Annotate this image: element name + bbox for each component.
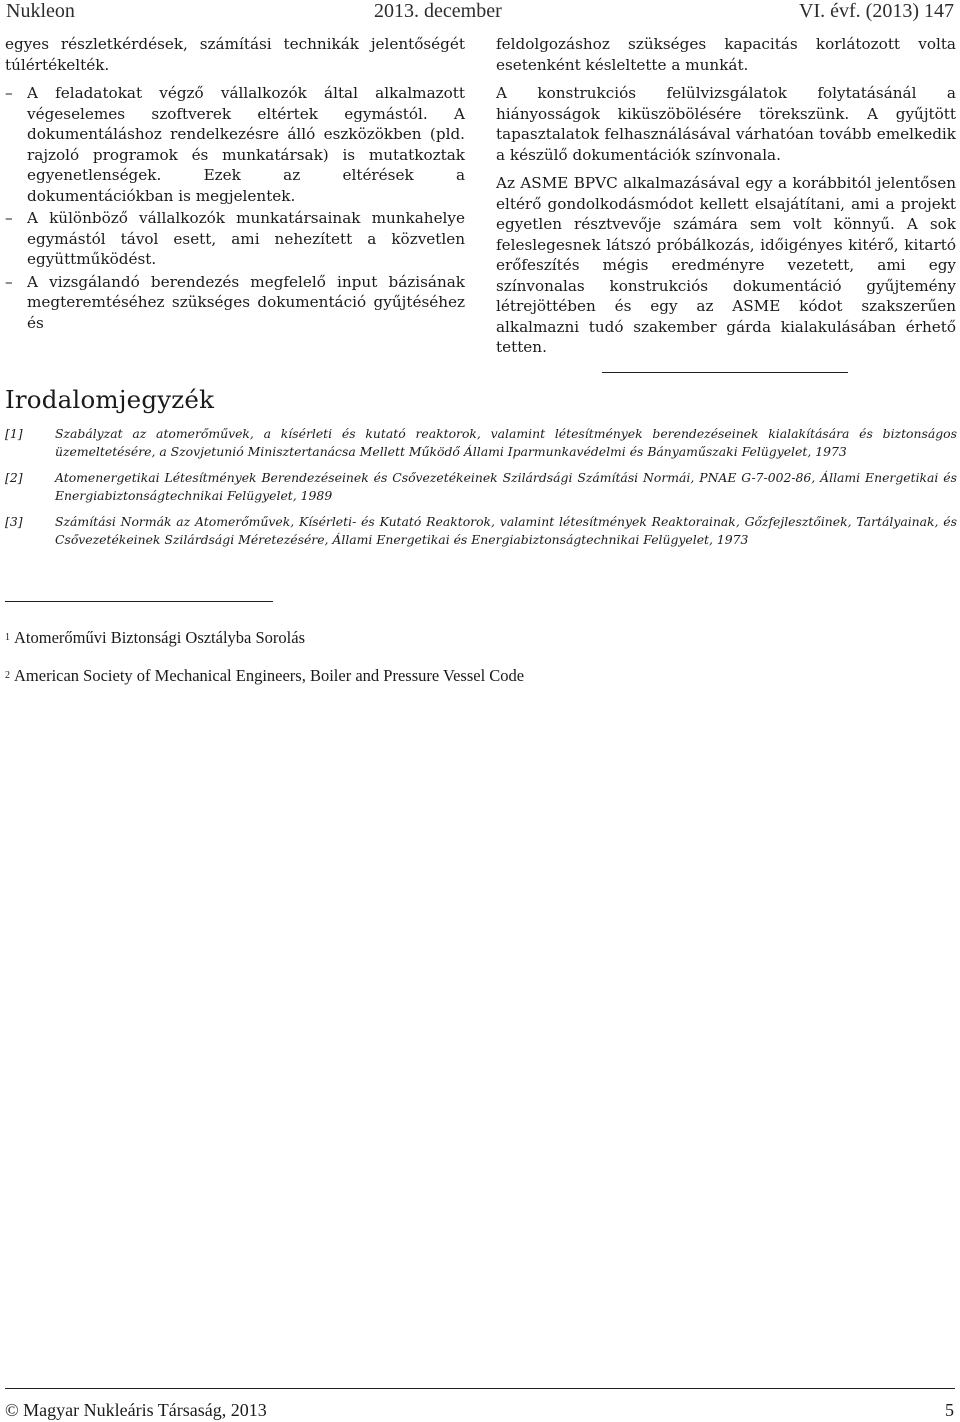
- left-intro-paragraph: egyes részletkérdések, számítási technikák jelentőségét túlértékelték.: [5, 35, 465, 74]
- footnote-separator: [5, 601, 273, 602]
- footnote-text: American Society of Mechanical Engineers, Boiler and Pressure Vessel Code: [14, 666, 525, 685]
- reference-text: Atomenergetikai Létesítmények Berendezéseinek és Csővezetékeinek Szilárdsági Számítási Normái, PNAE G-7-002-86, Állami Energetikai és Energiabiztonságtechnikai Felügyelet, 1989: [55, 470, 957, 503]
- reference-item: [5, 469, 957, 505]
- bullet-item: [5, 83, 465, 206]
- footnote: [5, 666, 524, 686]
- copyright-notice: © Magyar Nukleáris Társaság, 2013: [5, 1400, 267, 1420]
- reference-number: [2]: [5, 470, 23, 485]
- page-header: [0, 0, 960, 24]
- footnote-mark: 2: [5, 670, 10, 681]
- references-heading: Irodalomjegyzék: [5, 385, 215, 414]
- reference-item: [5, 425, 957, 461]
- bullet-dash: –: [5, 272, 13, 291]
- bullet-text: A vizsgálandó berendezés megfelelő input bázisának megteremtéséhez szükséges dokumentáció gyűjtéséhez és: [27, 272, 465, 332]
- bullet-text: A feladatokat végző vállalkozók által alkalmazott végeselemes szoftverek eltértek egymástól. A dokumentáláshoz rendelkezésre álló eszközökben (pld. rajzoló programok és munkatársak) is mutatkoztak egyenetlenségek. Ezek az eltérések a dokumentációkban is megjelentek.: [27, 84, 465, 205]
- reference-number: [1]: [5, 426, 23, 441]
- issue-date: 2013. december: [374, 0, 502, 22]
- reference-number: [3]: [5, 514, 23, 529]
- bullet-text: A különböző vállalkozók munkatársainak munkahelye egymástól távol esett, ami nehezített a közvetlen együttműködést.: [27, 209, 465, 268]
- right-paragraph: Az ASME BPVC alkalmazásával egy a korábbitól jelentősen eltérő gondolkodásmódot kellett elsajátítani, ami a projekt egyetlen résztvevője számára sem volt könnyű. A sok feleslegesnek látszó próbálkozás, időigényes kitérő, kitartó erőfeszítés mégis eredményre vezetett, ami egy színvonalas konstrukciós dokumentáció gyűjtemény létrejöttében és egy az ASME kódot szakszerűen alkalmazni tudó szakember gárda kialakulásában érhető tetten.: [496, 174, 956, 356]
- right-paragraph: feldolgozáshoz szükséges kapacitás korlátozott volta esetenként késleltette a munkát.: [496, 35, 956, 74]
- journal-name: Nukleon: [6, 0, 75, 22]
- bullet-dash: –: [5, 84, 13, 102]
- bullet-item: [5, 272, 465, 334]
- reference-list: [5, 425, 957, 557]
- footnote: [5, 628, 305, 648]
- volume-and-page: VI. évf. (2013) 147: [799, 0, 954, 22]
- reference-item: [5, 513, 957, 549]
- left-column: [5, 34, 465, 333]
- section-divider: [602, 372, 848, 373]
- bullet-item: [5, 208, 465, 270]
- right-column: [496, 34, 956, 358]
- bullet-dash: –: [5, 209, 13, 227]
- reference-text: Szabályzat az atomerőművek, a kísérleti és kutató reaktorok, valamint létesítmények berendezéseinek kialakítására és biztonságos üzemeltetésére, a Szovjetunió Minisztertanácsa Mellett Működő Állami Iparmunkavédelmi és Bányaműszaki Felügyelet, 1973: [55, 426, 957, 459]
- page-number: 5: [945, 1400, 954, 1420]
- footer-rule: [5, 1388, 955, 1389]
- right-paragraph: A konstrukciós felülvizsgálatok folytatásánál a hiányosságok kiküszöbölésére törekszünk. A gyűjtött tapasztalatok felhasználásával várhatóan tovább emelkedik a készülő dokumentációk színvonala.: [496, 84, 956, 164]
- footnote-mark: 1: [5, 632, 10, 643]
- footnote-text: Atomerőművi Biztonsági Osztályba Sorolás: [14, 628, 305, 647]
- reference-text: Számítási Normák az Atomerőművek, Kísérleti- és Kutató Reaktorok, valamint létesítmények Reaktorainak, Gőzfejlesztőinek, Tartályainak, és Csővezetékeinek Szilárdsági Méretezésére, Állami Energetikai és Energiabiztonságtechnikai Felügyelet, 1973: [55, 514, 957, 547]
